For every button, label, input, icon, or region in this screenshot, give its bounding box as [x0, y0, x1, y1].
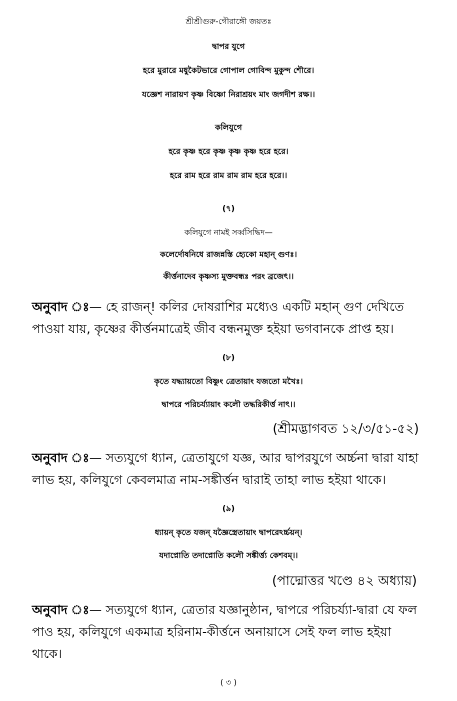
- section-7-intro: কলিযুগে নামই সর্ব্বসিদ্ধিদ—: [184, 228, 273, 237]
- translation-text: — হে রাজন্! কলির দোষরাশির মধ্যেও একটি মহান্ গুণ দেখিতে: [89, 299, 404, 314]
- section-9-translation-line-3: থাকে।: [32, 646, 62, 661]
- page-number: ( ৩ ): [220, 678, 237, 687]
- section-9-number: (৯): [222, 504, 235, 513]
- section-9-verse-line-2: যদাপ্নোতি তদাপ্নোতি কলৌ সঙ্কীর্ত্ত্য কেশবম্।।: [159, 551, 298, 560]
- translation-label: অনুবাদ ঃ: [32, 602, 90, 617]
- section-7-translation-line-1: [32, 301, 404, 314]
- dvapara-heading: দ্বাপর যুগে: [212, 42, 245, 51]
- translation-label: অনুবাদ ঃ: [32, 450, 90, 465]
- section-8-translation-line-1: [32, 452, 419, 465]
- section-9-translation-line-2: পাও হয়, কলিযুগে একমাত্র হরিনাম-কীর্ত্তনে অনায়াসে সেই ফল লাভ হইয়া: [32, 624, 392, 639]
- section-8-source: (শ্রীমদ্ভাগবত ১২/৩/৫১-৫২): [272, 422, 419, 437]
- section-9-verse-line-1: ধ্যায়ন্ কৃতে যজন্ যজ্ঞৈস্ত্রেতায়াং দ্বাপরেঽর্চ্চয়ন্।: [154, 528, 303, 537]
- section-8-verse-line-1: কৃতে যদ্ধ্যায়তো বিষ্ণুং ত্রেতায়াং যজতো মখৈঃ।: [154, 377, 303, 386]
- dvapara-verse-line-2: যজ্ঞেশ নারায়ণ কৃষ্ণ বিষ্ণো নিরাশ্রয়ং মাং জগদীশ রক্ষ।।: [141, 90, 316, 99]
- kali-verse-line-1: হরে কৃষ্ণ হরে কৃষ্ণ কৃষ্ণ কৃষ্ণ হরে হরে।: [168, 147, 289, 156]
- section-7-number: (৭): [222, 204, 235, 213]
- translation-text: — সত্যযুগে ধ্যান, ত্রেতার যজ্ঞানুষ্ঠান, দ্বাপরে পরিচর্য্যা-দ্বারা যে ফল: [89, 602, 417, 617]
- kali-verse-line-2: হরে রাম হরে রাম রাম রাম হরে হরে।।: [169, 171, 288, 180]
- dvapara-verse-line-1: হরে মুরারে মধুকৈটভারে গোপাল গোবিন্দ মুকুন্দ শৌরে।: [142, 66, 315, 75]
- translation-text: — সত্যযুগে ধ্যান, ত্রেতাযুগে যজ্ঞ, আর দ্বাপরযুগে অর্চ্চনা দ্বারা যাহা: [89, 450, 419, 465]
- section-9-source: (পাদ্মোত্তর খণ্ডে ৪২ অধ্যায়): [271, 574, 417, 589]
- page-header: শ্রীশ্রীগুরু-গৌরাঙ্গৌ জয়তঃ: [185, 17, 272, 26]
- section-8-number: (৮): [222, 353, 235, 362]
- section-7-verse-line-2: কীর্ত্তনাদেব কৃষ্ণস্য মুক্তবন্ধঃ পরং ব্রজেৎ।।: [163, 272, 294, 281]
- section-7-verse-line-1: কলের্দোষনিধে রাজন্নস্তি হ্যেকো মহান্ গুণঃ।: [159, 250, 297, 259]
- section-8-translation-line-2: লাভ হয়, কলিযুগে কেবলমাত্র নাম-সঙ্কীর্ত্তন দ্বারাই তাহা লাভ হইয়া থাকে।: [32, 472, 386, 487]
- translation-label: অনুবাদ ঃ: [32, 299, 90, 314]
- section-9-translation-line-1: [32, 604, 417, 617]
- section-7-translation-line-2: পাওয়া যায়, কৃষ্ণের কীর্ত্তনমাত্রেই জীব বন্ধনমুক্ত হইয়া ভগবানকে প্রাপ্ত হয়।: [32, 321, 394, 336]
- kali-heading: কলিযুগে: [215, 123, 242, 132]
- section-8-verse-line-2: দ্বাপরে পরিচর্য্যায়াং কলৌ তদ্ধরিকীর্ত্ত নাৎ।।: [161, 400, 296, 409]
